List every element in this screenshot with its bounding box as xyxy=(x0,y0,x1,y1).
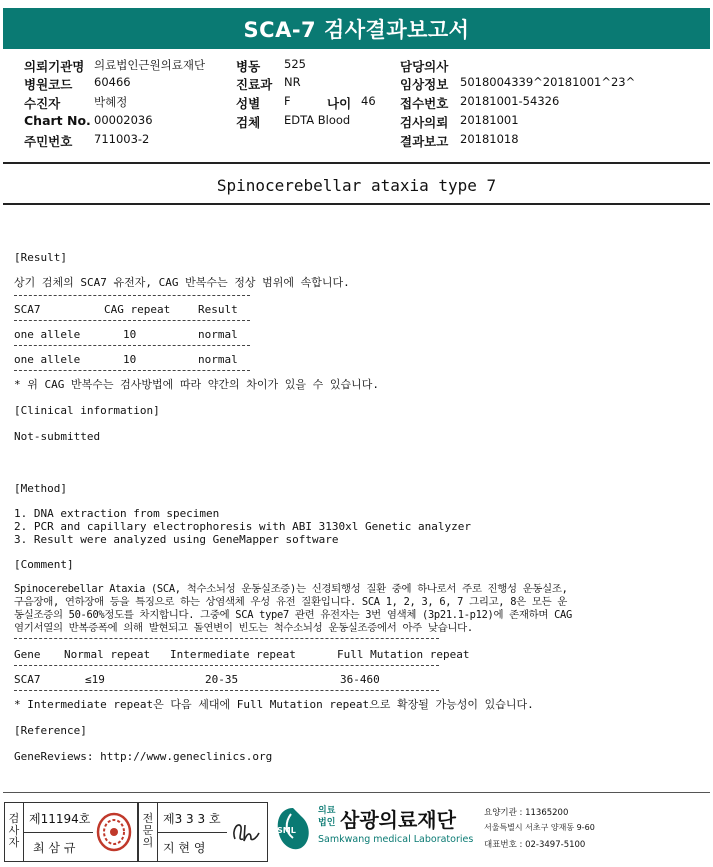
info-label: 병원코드 xyxy=(24,77,73,92)
info-label: 의뢰기관명 xyxy=(24,59,85,74)
logo-small-2: 법인 xyxy=(318,818,336,828)
address: 서울특별시 서초구 양재동 9-60 xyxy=(484,823,595,832)
info-label: 결과보고 xyxy=(400,134,449,149)
patient-info xyxy=(0,54,713,160)
logo-en: Samkwang medical Laboratories xyxy=(318,834,474,845)
result-cell: normal xyxy=(198,328,238,341)
seal-icon xyxy=(95,811,133,853)
specialist-name: 지 현 영 xyxy=(163,841,206,855)
repeat-col-header: Gene xyxy=(14,648,41,661)
logo-small-1: 의료 xyxy=(318,806,336,816)
comment-note: * Intermediate repeat은 다음 세대에 Full Mutation repeat으로 확장될 가능성이 있습니다. xyxy=(14,698,534,711)
info-value: 20181001 xyxy=(460,113,519,127)
info-label: 수진자 xyxy=(24,96,61,111)
reference-text: GeneReviews: http://www.geneclinics.org xyxy=(14,750,273,763)
info-label: 임상정보 xyxy=(400,77,449,92)
tester-box xyxy=(4,802,138,862)
tester-label: 검 사 자 xyxy=(8,812,20,849)
age-label: 나이 xyxy=(327,96,352,111)
result-cell: one allele xyxy=(14,353,81,366)
comment-line: 구음장애, 연하장애 등을 특징으로 하는 상염색체 우성 유전 질환입니다. SCA 1, 2, 3, 6, 7 그리고, 8은 모든 운 xyxy=(14,596,568,608)
info-value: NR xyxy=(284,75,301,89)
result-cell: 10 xyxy=(123,353,137,366)
info-value: 20181001-54326 xyxy=(460,94,560,108)
comment-line: 염기서열의 반복증폭에 의해 발현되고 돌연변이 빈도는 척수소뇌성 운동실조증에서 아주 낮습니다. xyxy=(14,622,473,634)
result-col-header: Result xyxy=(198,303,238,316)
repeat-cell: ≤19 xyxy=(85,673,105,686)
age-value: 46 xyxy=(361,94,376,108)
footer xyxy=(0,798,713,867)
result-note: * 위 CAG 반복수는 검사방법에 따라 약간의 차이가 있을 수 있습니다. xyxy=(14,378,379,391)
result-heading: [Result] xyxy=(14,251,67,264)
tester-license-no: 제11194호 xyxy=(29,812,91,826)
report-title-bar xyxy=(3,8,710,49)
info-label: 주민번호 xyxy=(24,134,73,149)
page-title: SCA-7 검사결과보고서 xyxy=(243,17,470,42)
info-value: 의료법인근원의료재단 xyxy=(94,58,206,72)
info-label: 담당의사 xyxy=(400,59,449,74)
info-label: 검체 xyxy=(236,115,261,130)
method-heading: [Method] xyxy=(14,482,67,495)
info-value: F xyxy=(284,94,291,108)
repeat-cell: 36-460 xyxy=(340,673,380,686)
divider xyxy=(3,203,710,205)
specialist-license-no: 제3 3 3 호 xyxy=(163,812,221,826)
result-col-header: SCA7 xyxy=(14,303,41,316)
info-value: 711003-2 xyxy=(94,132,150,146)
info-value: EDTA Blood xyxy=(284,113,351,127)
table-rule xyxy=(14,370,250,371)
result-cell: one allele xyxy=(14,328,81,341)
result-cell: 10 xyxy=(123,328,137,341)
specialist-label: 전 문 의 xyxy=(142,812,154,849)
info-value: 20181018 xyxy=(460,132,519,146)
table-rule xyxy=(14,665,439,666)
result-col-header: CAG repeat xyxy=(104,303,171,316)
clinical-heading: [Clinical information] xyxy=(14,404,160,417)
info-label: 접수번호 xyxy=(400,96,449,111)
specialist-box xyxy=(138,802,268,862)
signature-icon xyxy=(227,817,263,847)
reference-heading: [Reference] xyxy=(14,724,87,737)
tester-name: 최 삼 규 xyxy=(33,841,76,855)
info-value: 5018004339^20181001^23^ xyxy=(460,75,636,89)
divider xyxy=(3,792,710,793)
repeat-cell: SCA7 xyxy=(14,673,41,686)
table-rule xyxy=(14,295,250,296)
info-value: 박혜정 xyxy=(94,95,128,109)
info-label: 병동 xyxy=(236,59,261,74)
info-row xyxy=(0,94,713,112)
logo-text: 삼광의료재단 xyxy=(340,808,456,832)
comment-line: Spinocerebellar Ataxia (SCA, 척수소뇌성 운동실조증)는 신경퇴행성 질환 중에 하나로서 주로 진행성 운동실조, xyxy=(14,583,568,595)
repeat-col-header: Intermediate repeat xyxy=(170,648,296,661)
info-row xyxy=(0,113,713,131)
info-row xyxy=(0,57,713,75)
result-summary: 상기 검체의 SCA7 유전자, CAG 반복수는 정상 범위에 속합니다. xyxy=(14,276,350,289)
repeat-col-header: Normal repeat xyxy=(64,648,151,661)
phone: 대표번호 : 02-3497-5100 xyxy=(484,840,586,850)
method-item: 3. Result were analyzed using GeneMapper software xyxy=(14,533,339,546)
info-value: 60466 xyxy=(94,75,131,89)
logo-badge: SML xyxy=(277,826,296,835)
repeat-cell: 20-35 xyxy=(205,673,239,686)
table-rule xyxy=(14,690,439,691)
org-code: 요양기관 : 11365200 xyxy=(484,808,569,818)
info-label: Chart No. xyxy=(24,113,91,128)
clinical-text: Not-submitted xyxy=(14,430,101,443)
info-value: 00002036 xyxy=(94,113,153,127)
info-row xyxy=(0,75,713,93)
comment-heading: [Comment] xyxy=(14,558,74,571)
info-value: 525 xyxy=(284,57,306,71)
info-label: 진료과 xyxy=(236,77,273,92)
info-label: 성별 xyxy=(236,96,261,111)
table-rule xyxy=(14,345,250,346)
result-cell: normal xyxy=(198,353,238,366)
table-rule xyxy=(14,638,439,639)
divider xyxy=(3,162,710,164)
method-item: 2. PCR and capillary electrophoresis with ABI 3130xl Genetic analyzer xyxy=(14,520,471,533)
info-label: 검사의뢰 xyxy=(400,115,449,130)
repeat-col-header: Full Mutation repeat xyxy=(337,648,470,661)
report-subject-title: Spinocerebellar ataxia type 7 xyxy=(216,176,497,195)
comment-line: 동실조증의 50-60%정도를 차지합니다. 그중에 SCA type7 관련 유전자는 3번 염색체 (3p21.1-p12)에 존재하며 CAG xyxy=(14,609,572,621)
info-row xyxy=(0,132,713,150)
method-item: 1. DNA extraction from specimen xyxy=(14,507,220,520)
table-rule xyxy=(14,320,250,321)
